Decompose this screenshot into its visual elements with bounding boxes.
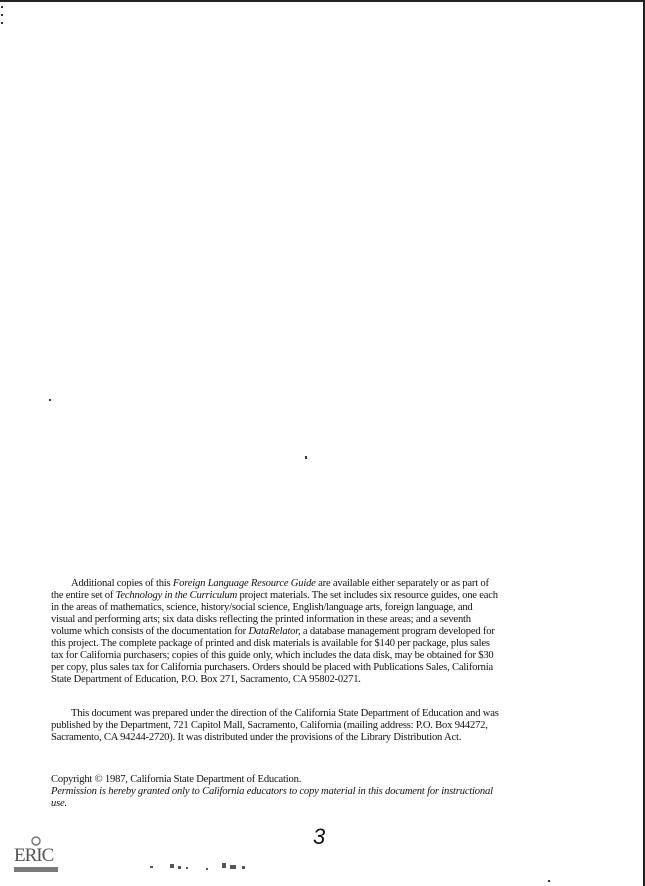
paragraph-text: project materials. The set includes six resource guides, one each xyxy=(237,590,498,601)
paragraph-line: tax for California purchasers; copies of this guide only, which includes the data disk, may be obtained for $30 xyxy=(51,650,494,661)
program-name: DataRelator, xyxy=(248,626,301,637)
scan-speck xyxy=(49,399,51,401)
paragraph-line: visual and performing arts; six data disks reflecting the printed information in these areas; and a seventh xyxy=(51,614,471,625)
paragraph-line: State Department of Education, P.O. Box 271, Sacramento, CA 95802-0271. xyxy=(51,674,361,685)
paragraph-line: this project. The complete package of printed and disk materials is available for $140 per package, plus sales xyxy=(51,638,490,649)
page-number: 3 xyxy=(313,824,326,849)
copyright-block xyxy=(51,774,571,810)
scan-edge-marks xyxy=(0,2,6,32)
page-top-edge xyxy=(0,0,645,2)
paragraph-line: Sacramento, CA 94244-2720). It was distributed under the provisions of the Library Distribution Act. xyxy=(51,732,462,743)
paragraph-text: volume which consists of the documentation for xyxy=(51,626,249,637)
scan-speck xyxy=(305,456,307,459)
paragraph-line: published by the Department, 721 Capitol Mall, Sacramento, California (mailing address: P.O. Box 944272, xyxy=(51,720,488,731)
permission-line: use. xyxy=(51,798,67,809)
eric-logo-bar xyxy=(14,867,58,872)
guide-title: Foreign Language Resource Guide xyxy=(172,578,316,589)
paragraph-text: the entire set of xyxy=(51,590,116,601)
eric-logo xyxy=(14,835,58,873)
paragraph-line: per copy, plus sales tax for California purchasers. Orders should be placed with Publications Sales, California xyxy=(51,662,493,673)
paragraph-text: Additional copies of this xyxy=(71,578,173,589)
scan-smudge xyxy=(150,860,260,874)
publication-information-paragraph xyxy=(51,708,571,744)
paragraph-line: in the areas of mathematics, science, history/social science, English/language arts, foreign language, and xyxy=(51,602,473,613)
ordering-information-paragraph xyxy=(51,578,571,686)
scan-speck xyxy=(548,880,550,882)
paragraph-text: a database management program developed for xyxy=(300,626,495,637)
paragraph-text: are available either separately or as part of xyxy=(315,578,489,589)
eric-logo-text: ERIC xyxy=(14,845,54,866)
series-title: Technology in the Curriculum xyxy=(115,590,238,601)
permission-line: Permission is hereby granted only to California educators to copy material in this document for instructional xyxy=(51,786,493,797)
copyright-notice: Copyright © 1987, California State Department of Education. xyxy=(51,774,302,785)
paragraph-line: This document was prepared under the direction of the California State Department of Education and was xyxy=(71,708,499,719)
